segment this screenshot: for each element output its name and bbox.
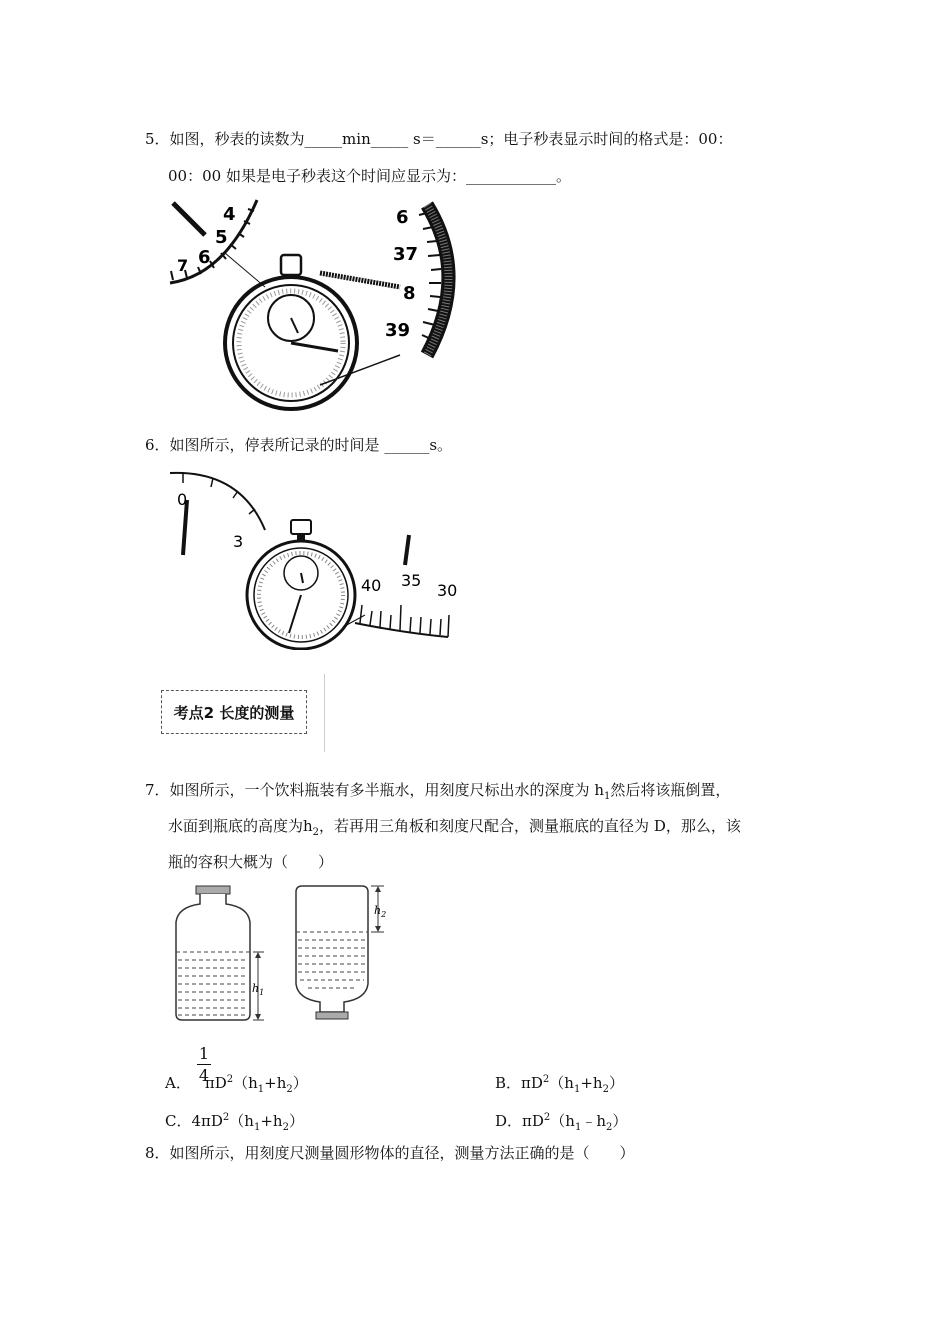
- sub: 1: [573, 1084, 581, 1095]
- option-d-rest: （h: [550, 1112, 575, 1130]
- option-a-label: A．: [165, 1074, 191, 1092]
- option-a-end: ）: [292, 1074, 308, 1092]
- q6-dial-label: 3: [233, 532, 244, 551]
- sub: 2: [282, 1122, 289, 1133]
- q7-bottle-figure: [168, 882, 393, 1027]
- sub: 2: [286, 1084, 293, 1095]
- fraction-denominator: 4: [198, 1066, 210, 1085]
- sub: 1: [574, 1122, 582, 1133]
- q5-dial-label: 5: [215, 227, 228, 248]
- q7-line1-b: 然后将该瓶倒置，: [610, 781, 731, 799]
- option-b[interactable]: [495, 1070, 624, 1100]
- q5-dial-label: 6: [198, 247, 211, 268]
- q5-dial-label: 6: [396, 207, 409, 228]
- q7-line2-a: 水面到瓶底的高度为h: [168, 817, 313, 835]
- section-label: 考点2 长度的测量: [173, 704, 295, 722]
- option-c-label: C．: [165, 1112, 192, 1130]
- q7-line1-sub: 1: [603, 791, 611, 802]
- sub: 1: [253, 1122, 261, 1133]
- q7-line2: [168, 816, 741, 843]
- option-d[interactable]: [495, 1108, 627, 1138]
- fraction-numerator: 1: [198, 1044, 210, 1063]
- q6-dial-label: 30: [437, 581, 458, 600]
- sub: 2: [602, 1084, 609, 1095]
- q7-line3: 瓶的容积大概为（ ）: [168, 853, 334, 871]
- sub: 2: [606, 1122, 613, 1133]
- q7-line2-b: ，若再用三角板和刻度尺配合，测量瓶底的直径为 D，那么，该: [319, 817, 741, 835]
- q6-line1: 6．如图所示，停表所记录的时间是 ______s。: [145, 436, 453, 454]
- option-a-rest2: +h: [264, 1074, 287, 1092]
- option-d-label: D．: [495, 1112, 523, 1130]
- sup: 2: [222, 1112, 230, 1123]
- fraction-bar: [197, 1064, 211, 1065]
- option-b-rest2: +h: [580, 1074, 603, 1092]
- option-a-rest: （h: [233, 1074, 258, 1092]
- q6-dial-label: 35: [401, 571, 422, 590]
- q5-line1: 5．如图，秒表的读数为_____min_____ s＝______s；电子秒表显示时间的格式是：00：: [145, 130, 733, 148]
- option-b-text: πD: [521, 1074, 543, 1092]
- sub: 1: [257, 1084, 265, 1095]
- option-c-rest2: +h: [260, 1112, 283, 1130]
- q5-dial-label: 8: [403, 283, 416, 304]
- q6-dial-label: 40: [361, 576, 382, 595]
- sup: 2: [542, 1074, 550, 1085]
- q5-dial-label: 37: [393, 244, 419, 265]
- q7-h1-label: $h_1$: [252, 982, 265, 997]
- option-b-rest: （h: [549, 1074, 574, 1092]
- option-d-rest2: ﹣h: [581, 1112, 607, 1130]
- option-b-label: B．: [495, 1074, 522, 1092]
- section-label-box: [161, 690, 307, 734]
- q8-line1: 8．如图所示，用刻度尺测量圆形物体的直径，测量方法正确的是（ ）: [145, 1144, 635, 1162]
- q7-line1: [145, 780, 730, 807]
- option-c-rest: （h: [229, 1112, 254, 1130]
- q5-stopwatch-figure: [165, 195, 470, 415]
- option-a-text: πD: [204, 1074, 227, 1092]
- q6-dial-label: 0: [177, 490, 188, 509]
- q5-dial-label: 4: [223, 204, 236, 225]
- q5-dial-label: 7: [177, 256, 189, 275]
- option-c-text: 4πD: [191, 1112, 223, 1130]
- q7-line1-a: 7．如图所示，一个饮料瓶装有多半瓶水，用刻度尺标出水的深度为 h: [145, 781, 604, 799]
- q5-dial-label: 39: [385, 320, 411, 341]
- option-a[interactable]: [165, 1070, 308, 1100]
- q5-line2: 00：00 如果是电子秒表这个时间应显示为：____________。: [168, 167, 571, 185]
- sup: 2: [226, 1074, 234, 1085]
- sup: 2: [543, 1112, 551, 1123]
- q7-h2-label: $h_2$: [374, 904, 387, 919]
- q7-line2-sub: 2: [312, 827, 320, 838]
- option-d-text: πD: [522, 1112, 544, 1130]
- option-c[interactable]: [165, 1108, 304, 1138]
- option-b-end: ）: [608, 1074, 624, 1092]
- q6-stopwatch-figure: [165, 465, 465, 650]
- divider: [324, 674, 325, 752]
- option-d-end: ）: [612, 1112, 628, 1130]
- option-c-end: ）: [288, 1112, 304, 1130]
